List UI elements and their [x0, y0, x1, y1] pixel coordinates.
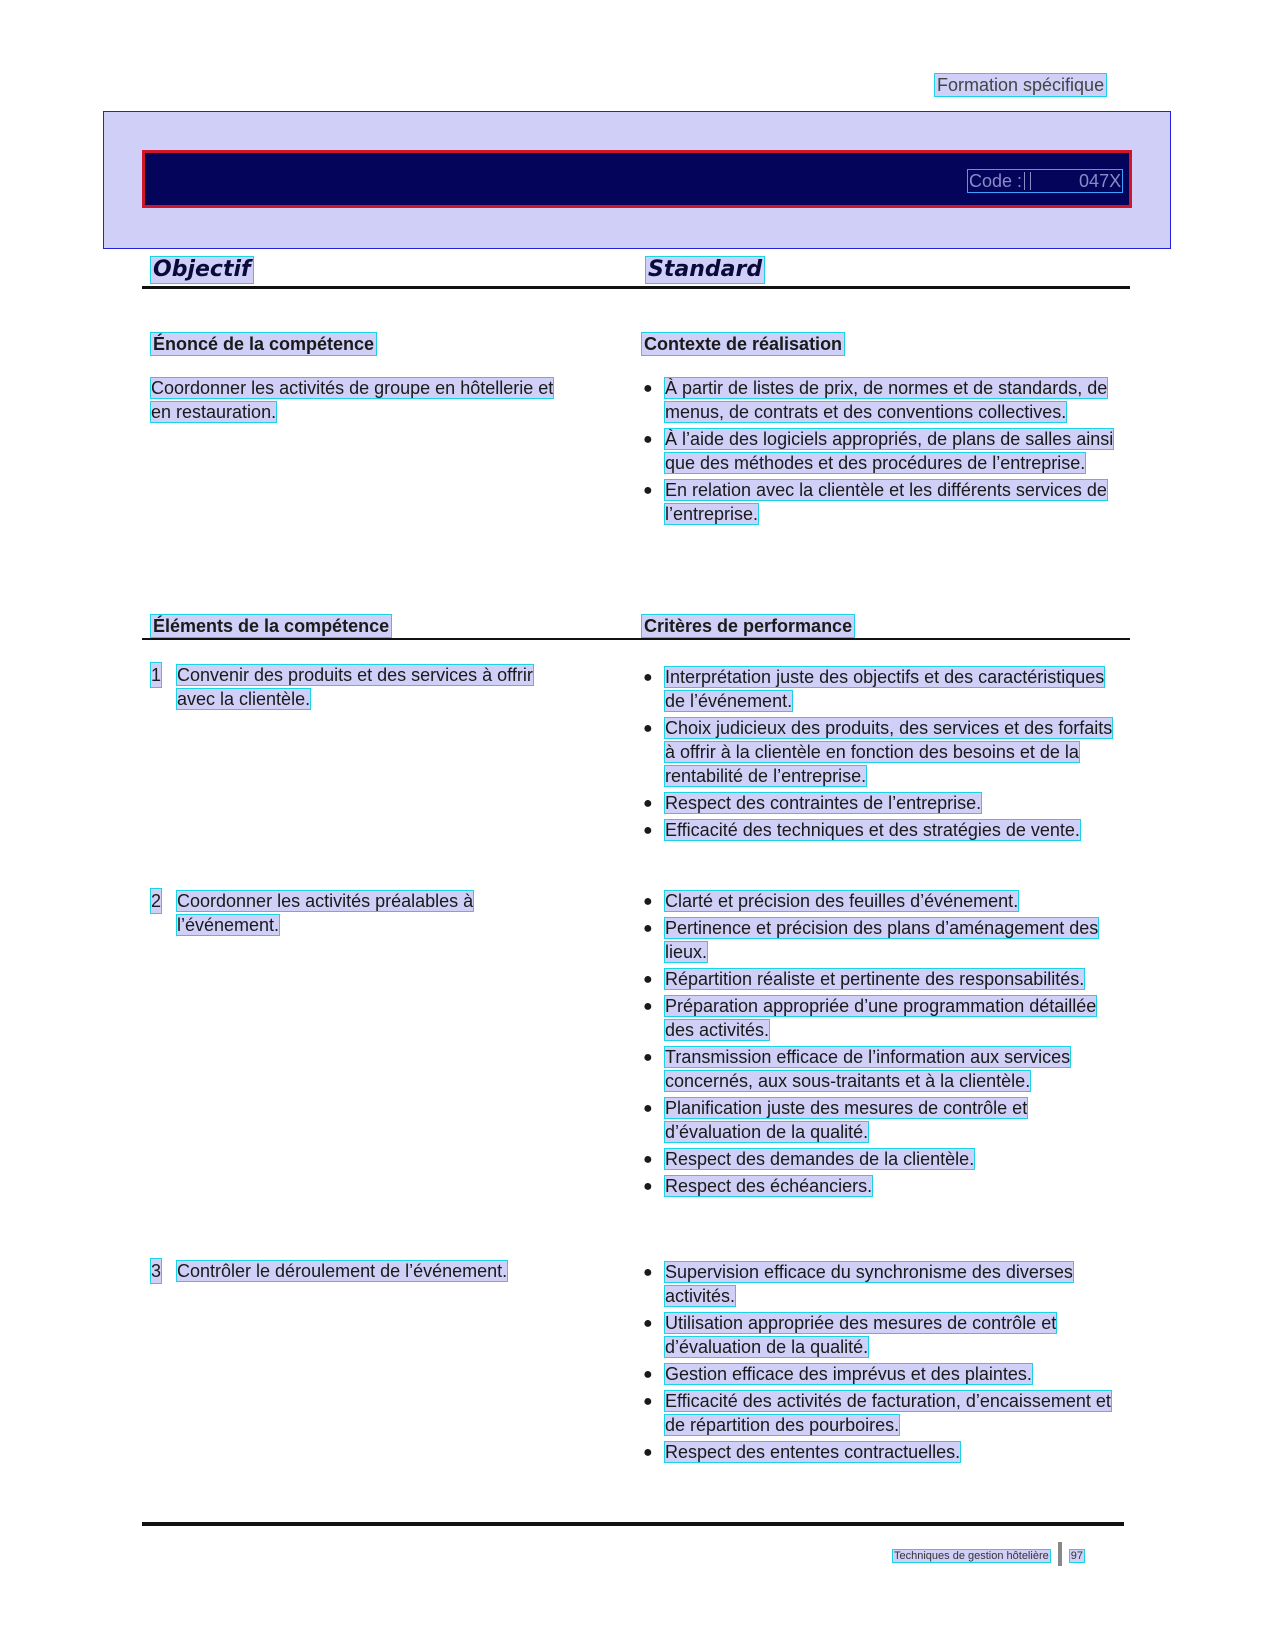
list-item: ● Efficacité des techniques et des stratégies de vente.	[643, 818, 1123, 842]
element-line: Coordonner les activités préalables à	[177, 891, 474, 911]
element-line: avec la clientèle.	[177, 689, 311, 709]
bullet-icon: ●	[643, 1444, 653, 1461]
list-item: ● Transmission efficace de l’information aux services concernés, aux sous-traitants et à la clientèle.	[643, 1047, 1071, 1091]
bullet-icon: ●	[643, 795, 653, 812]
enonce-heading: Énoncé de la compétence	[153, 334, 375, 354]
document-section-label: Formation spécifique	[937, 75, 1105, 95]
enonce-text	[151, 376, 651, 424]
header-divider	[142, 286, 1130, 289]
bullet-icon: ●	[643, 1366, 653, 1383]
footer-separator	[1058, 1542, 1062, 1566]
criteres-list	[643, 1260, 1123, 1467]
bullet-icon: ●	[643, 431, 653, 448]
bullet-icon: ●	[643, 998, 653, 1015]
bullet-icon: ●	[643, 920, 653, 937]
list-item: ● À l’aide des logiciels appropriés, de plans de salles ainsi que des méthodes et des procédures de l’entreprise.	[643, 429, 1114, 473]
bullet-icon: ●	[643, 893, 653, 910]
list-item: ● Supervision efficace du synchronisme des diverses activités.	[643, 1262, 1073, 1306]
contexte-list	[643, 376, 1123, 529]
page-number: 97	[1070, 1550, 1083, 1562]
list-item: ● Clarté et précision des feuilles d’événement.	[643, 889, 1123, 913]
bullet-icon: ●	[643, 1049, 653, 1066]
bullet-icon: ●	[643, 1178, 653, 1195]
list-item: ● En relation avec la clientèle et les différents services de l’entreprise.	[643, 480, 1107, 524]
criteres-heading: Critères de performance	[644, 616, 853, 636]
list-item: ● Répartition réaliste et pertinente des responsabilités.	[643, 967, 1123, 991]
code-value: 047X	[1079, 171, 1122, 191]
list-item: ● Utilisation appropriée des mesures de contrôle et d’évaluation de la qualité.	[643, 1313, 1057, 1357]
code-label: Code :	[969, 171, 1023, 191]
list-item: ● Respect des contraintes de l’entreprise.	[643, 791, 1123, 815]
list-item: ● À partir de listes de prix, de normes et de standards, de menus, de contrats et des conventions collectives.	[643, 378, 1108, 422]
bullet-icon: ●	[643, 971, 653, 988]
enonce-line: Coordonner les activités de groupe en hôtellerie et	[151, 378, 554, 398]
list-item: ● Respect des ententes contractuelles.	[643, 1440, 1123, 1464]
element-number: 1	[151, 665, 162, 685]
element-line: Contrôler le déroulement de l’événement.	[177, 1261, 508, 1281]
list-item: ● Gestion efficace des imprévus et des plaintes.	[643, 1362, 1123, 1386]
element-number: 2	[151, 891, 162, 911]
bullet-icon: ●	[643, 720, 653, 737]
criteres-list	[643, 889, 1123, 1201]
element-item	[151, 889, 621, 937]
bullet-icon: ●	[643, 1264, 653, 1281]
elements-heading: Éléments de la compétence	[153, 616, 390, 636]
bullet-icon: ●	[643, 1100, 653, 1117]
elements-divider	[142, 638, 1130, 640]
bullet-icon: ●	[643, 1393, 653, 1410]
list-item: ● Planification juste des mesures de contrôle et d’évaluation de la qualité.	[643, 1098, 1028, 1142]
element-item	[151, 663, 621, 711]
bullet-icon: ●	[643, 1315, 653, 1332]
element-number: 3	[151, 1261, 162, 1281]
competency-code	[968, 170, 1122, 192]
criteres-list	[643, 665, 1123, 845]
bullet-icon: ●	[643, 669, 653, 686]
code-divider	[1024, 172, 1031, 190]
bullet-icon: ●	[643, 822, 653, 839]
list-item: ● Pertinence et précision des plans d’aménagement des lieux.	[643, 918, 1099, 962]
list-item: ● Respect des demandes de la clientèle.	[643, 1147, 1123, 1171]
program-name: Techniques de gestion hôtelière	[894, 1550, 1049, 1562]
enonce-line: en restauration.	[151, 402, 277, 422]
bullet-icon: ●	[643, 380, 653, 397]
standard-heading: Standard	[648, 257, 763, 282]
element-line: l’événement.	[177, 915, 280, 935]
bullet-icon: ●	[643, 1151, 653, 1168]
list-item: ● Interprétation juste des objectifs et des caractéristiques de l’événement.	[643, 667, 1105, 711]
page-footer	[893, 1542, 1084, 1566]
contexte-heading: Contexte de réalisation	[644, 334, 843, 354]
list-item: ● Choix judicieux des produits, des services et des forfaits à offrir à la clientèle en fonction des besoins et de la rentabilité de l’entreprise.	[643, 718, 1113, 786]
bullet-icon: ●	[643, 482, 653, 499]
list-item: ● Préparation appropriée d’une programmation détaillée des activités.	[643, 996, 1097, 1040]
footer-divider	[142, 1522, 1124, 1526]
list-item: ● Respect des échéanciers.	[643, 1174, 1123, 1198]
objectif-heading: Objectif	[153, 257, 251, 282]
element-line: Convenir des produits et des services à offrir	[177, 665, 533, 685]
list-item: ● Efficacité des activités de facturation, d’encaissement et de répartition des pourboires.	[643, 1391, 1111, 1435]
element-item	[151, 1259, 621, 1283]
